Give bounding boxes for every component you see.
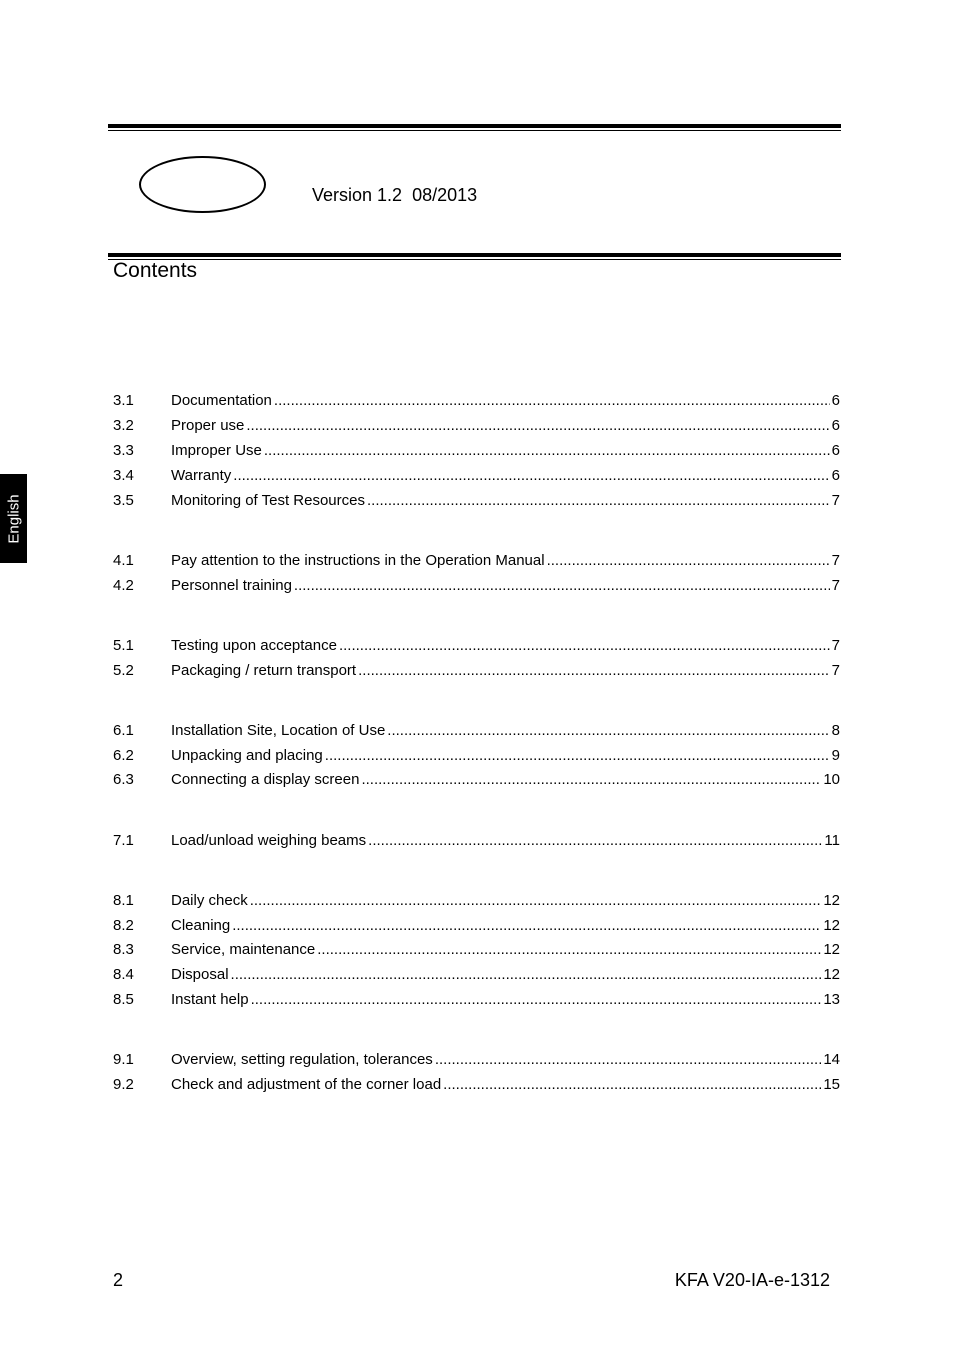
- toc-entry[interactable]: [113, 747, 840, 767]
- toc-dot-leader: [368, 832, 822, 849]
- toc-dot-leader: [361, 771, 821, 788]
- toc-entry[interactable]: [113, 917, 840, 937]
- toc-dot-leader: [325, 747, 830, 764]
- toc-entry-page: 7: [831, 492, 840, 509]
- toc-entry-number: 3.4: [113, 467, 134, 484]
- toc-entry-page: 6: [831, 417, 840, 434]
- toc-entry[interactable]: [113, 552, 840, 572]
- toc-entry-page: 7: [831, 637, 840, 654]
- toc-dot-leader: [274, 392, 830, 409]
- language-tab-label: English: [5, 493, 22, 544]
- toc-dot-leader: [547, 552, 830, 569]
- logo-oval: [139, 156, 266, 213]
- toc-entry-number: 8.3: [113, 941, 134, 958]
- toc-entry-title: Documentation: [171, 392, 272, 409]
- toc-entry[interactable]: [113, 492, 840, 512]
- toc-entry-page: 7: [831, 662, 840, 679]
- toc-entry-title: Check and adjustment of the corner load: [171, 1076, 442, 1093]
- toc-dot-leader: [339, 637, 830, 654]
- toc-entry-number: 4.1: [113, 552, 134, 569]
- toc-entry-number: 8.2: [113, 917, 134, 934]
- toc-entry[interactable]: [113, 1051, 840, 1071]
- toc-entry-page: 12: [823, 917, 840, 934]
- toc-entry-page: 15: [823, 1076, 840, 1093]
- toc-entry-number: 8.4: [113, 966, 134, 983]
- toc-entry-page: 13: [823, 991, 840, 1008]
- toc-dot-leader: [294, 577, 830, 594]
- toc-dot-leader: [317, 941, 821, 958]
- toc-entry-number: 5.2: [113, 662, 134, 679]
- toc-entry[interactable]: [113, 722, 840, 742]
- toc-dot-leader: [443, 1076, 821, 1093]
- toc-entry-number: 9.2: [113, 1076, 134, 1093]
- toc-entry-number: 6.1: [113, 722, 134, 739]
- toc-entry-number: 3.1: [113, 392, 134, 409]
- toc-entry[interactable]: [113, 442, 840, 462]
- toc-entry-title: Load/unload weighing beams: [171, 832, 367, 849]
- toc-entry-number: 8.5: [113, 991, 134, 1008]
- toc-entry-page: 6: [831, 442, 840, 459]
- toc-entry-page: 12: [823, 892, 840, 909]
- toc-dot-leader: [367, 492, 830, 509]
- toc-entry-title: Unpacking and placing: [171, 747, 323, 764]
- toc-entry-number: 3.3: [113, 442, 134, 459]
- toc-dot-leader: [233, 467, 829, 484]
- toc-entry-title: Testing upon acceptance: [171, 637, 337, 654]
- toc-entry-number: 5.1: [113, 637, 134, 654]
- footer-page-number: 2: [113, 1270, 124, 1290]
- toc-entry-number: 8.1: [113, 892, 134, 909]
- toc-entry-title: Cleaning: [171, 917, 231, 934]
- toc-entry-title: Improper Use: [171, 442, 262, 459]
- toc-dot-leader: [246, 417, 829, 434]
- toc-entry[interactable]: [113, 892, 840, 912]
- toc-entry[interactable]: [113, 467, 840, 487]
- toc-entry-title: Warranty: [171, 467, 232, 484]
- toc-entry-page: 7: [831, 552, 840, 569]
- toc-entry[interactable]: [113, 637, 840, 657]
- toc-entry-title: Packaging / return transport: [171, 662, 357, 679]
- toc-entry-page: 8: [831, 722, 840, 739]
- toc-entry-title: Monitoring of Test Resources: [171, 492, 365, 509]
- toc-dot-leader: [250, 892, 822, 909]
- toc-entry-title: Overview, setting regulation, tolerances: [171, 1051, 433, 1068]
- toc-entry-title: Daily check: [171, 892, 248, 909]
- toc-entry-page: 7: [831, 577, 840, 594]
- toc-entry-page: 6: [831, 392, 840, 409]
- contents-rule: [108, 253, 841, 260]
- toc-entry[interactable]: [113, 577, 840, 597]
- toc-dot-leader: [435, 1051, 822, 1068]
- toc-entry-number: 9.1: [113, 1051, 134, 1068]
- toc-entry[interactable]: [113, 771, 840, 791]
- toc-entry[interactable]: [113, 1076, 840, 1096]
- toc-dot-leader: [387, 722, 829, 739]
- version-text: Version 1.2 08/2013: [312, 185, 478, 205]
- toc-entry-number: 7.1: [113, 832, 134, 849]
- toc-entry[interactable]: [113, 966, 840, 986]
- header-top-rule: [108, 124, 841, 131]
- toc-entry-page: 10: [823, 771, 840, 788]
- toc-entry-number: 3.2: [113, 417, 134, 434]
- toc-entry-title: Disposal: [171, 966, 229, 983]
- toc-entry-title: Proper use: [171, 417, 245, 434]
- footer-document-id: KFA V20-IA-e-1312: [674, 1270, 830, 1290]
- toc-dot-leader: [358, 662, 830, 679]
- toc-entry-number: 6.3: [113, 771, 134, 788]
- toc-entry-page: 14: [823, 1051, 840, 1068]
- toc-dot-leader: [232, 917, 821, 934]
- toc-entry[interactable]: [113, 832, 840, 852]
- toc-entry[interactable]: [113, 941, 840, 961]
- toc-entry-title: Instant help: [171, 991, 249, 1008]
- toc-dot-leader: [231, 966, 822, 983]
- toc-entry[interactable]: [113, 392, 840, 412]
- language-tab: [0, 474, 27, 563]
- toc-entry-title: Connecting a display screen: [171, 771, 360, 788]
- toc-entry-title: Installation Site, Location of Use: [171, 722, 386, 739]
- toc-entry-title: Pay attention to the instructions in the Operation Manual: [171, 552, 545, 569]
- toc-entry-page: 12: [823, 966, 840, 983]
- toc-entry-title: Personnel training: [171, 577, 292, 594]
- toc-entry-number: 6.2: [113, 747, 134, 764]
- toc-entry[interactable]: [113, 662, 840, 682]
- toc-entry-page: 6: [831, 467, 840, 484]
- toc-entry[interactable]: [113, 991, 840, 1011]
- toc-entry-page: 11: [824, 832, 840, 849]
- contents-heading: Contents: [113, 259, 198, 282]
- toc-entry[interactable]: [113, 417, 840, 437]
- toc-entry-number: 4.2: [113, 577, 134, 594]
- toc-dot-leader: [264, 442, 830, 459]
- toc-entry-page: 9: [831, 747, 840, 764]
- toc-entry-number: 3.5: [113, 492, 134, 509]
- toc-dot-leader: [251, 991, 822, 1008]
- toc-entry-title: Service, maintenance: [171, 941, 316, 958]
- toc-entry-page: 12: [823, 941, 840, 958]
